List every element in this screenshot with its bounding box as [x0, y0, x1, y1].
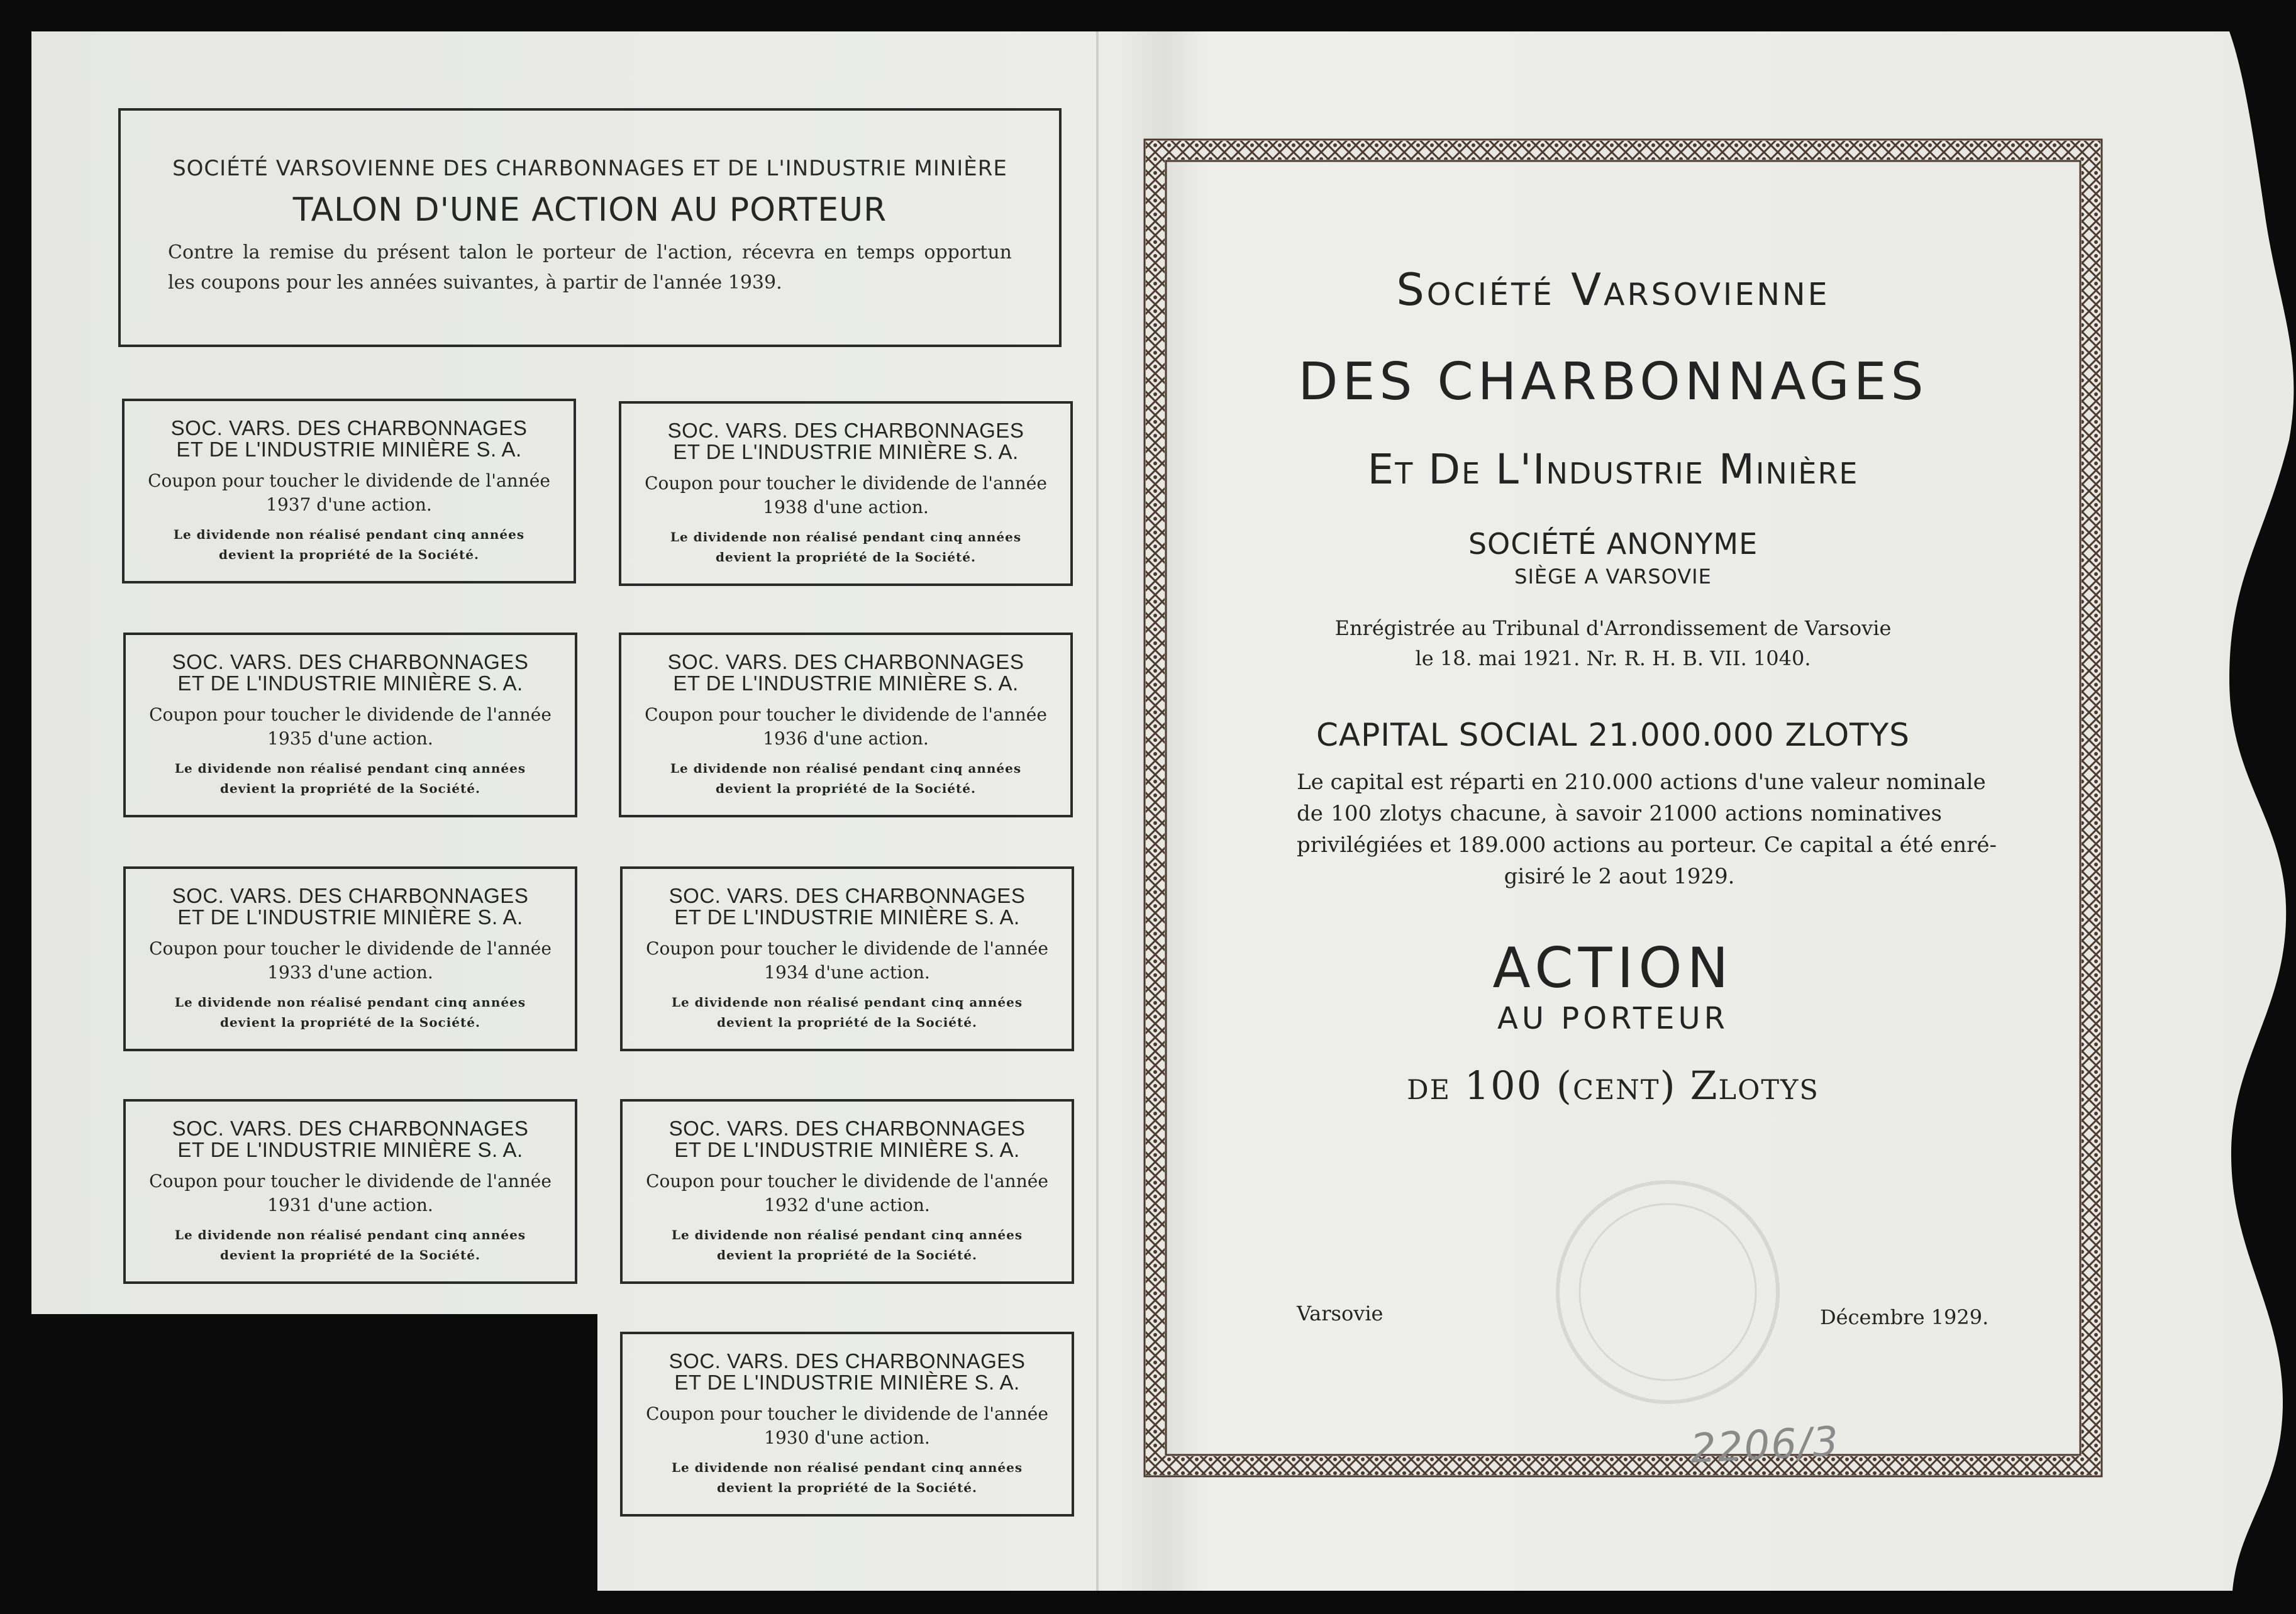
- coupon-text: Coupon pour toucher le dividende de l'année: [645, 473, 1047, 494]
- coupon-text: Coupon pour toucher le dividende de l'année: [148, 470, 550, 491]
- talon-company-name: SOCIÉTÉ VARSOVIENNE DES CHARBONNAGES ET DE L'INDUSTRIE MINIÈRE: [172, 156, 1007, 181]
- coupon-note: Le dividende non réalisé pendant cinq années: [670, 761, 1022, 776]
- coupon-text: Coupon pour toucher le dividende de l'année: [149, 1171, 552, 1191]
- coupon-year: 1933 d'une action.: [267, 962, 433, 983]
- coupon-note: devient la propriété de la Société.: [716, 781, 976, 796]
- coupon-note: Le dividende non réalisé pendant cinq années: [174, 995, 526, 1010]
- coupon-year: 1938 d'une action.: [763, 497, 929, 517]
- coupon-note: Le dividende non réalisé pendant cinq années: [174, 1227, 526, 1242]
- coupon-heading: SOC. VARS. DES CHARBONNAGES: [172, 650, 529, 673]
- coupon-text: Coupon pour toucher le dividende de l'année: [149, 704, 552, 725]
- coupon-1930: [620, 1332, 1074, 1517]
- capital-description-line: gisiré le 2 aout 1929.: [1504, 864, 1735, 889]
- coupon-1937: [122, 399, 576, 583]
- company-name-line-1: Société Varsovienne: [1396, 264, 1830, 316]
- coupon-year: 1936 d'une action.: [763, 728, 929, 749]
- coupon-year: 1931 d'une action.: [267, 1195, 433, 1215]
- coupon-year: 1930 d'une action.: [764, 1427, 930, 1448]
- coupon-note: devient la propriété de la Société.: [717, 1480, 977, 1495]
- coupon-1934: [620, 866, 1074, 1051]
- nominal-value: de 100 (cent) Zlotys: [1407, 1063, 1819, 1108]
- coupon-heading: SOC. VARS. DES CHARBONNAGES: [172, 884, 529, 907]
- talon-box: [118, 108, 1062, 347]
- coupon-note: Le dividende non réalisé pendant cinq années: [671, 995, 1023, 1010]
- coupon-heading: ET DE L'INDUSTRIE MINIÈRE S. A.: [674, 905, 1020, 929]
- coupon-note: devient la propriété de la Société.: [716, 550, 976, 565]
- coupon-1935: [123, 633, 577, 817]
- coupon-text: Coupon pour toucher le dividende de l'année: [646, 938, 1048, 959]
- coupon-heading: SOC. VARS. DES CHARBONNAGES: [668, 1117, 1026, 1140]
- pencil-annotation: 2206/3: [1689, 1418, 1841, 1473]
- coupon-year: 1937 d'une action.: [266, 494, 432, 515]
- talon-text-line: les coupons pour les années suivantes, à partir de l'année 1939.: [168, 272, 782, 294]
- coupon-heading: ET DE L'INDUSTRIE MINIÈRE S. A.: [674, 1138, 1020, 1161]
- coupon-note: Le dividende non réalisé pendant cinq années: [174, 761, 526, 776]
- document-subtitle: AU PORTEUR: [1497, 1001, 1729, 1036]
- coupon-text: Coupon pour toucher le dividende de l'année: [645, 704, 1047, 725]
- registration-line: Enrégistrée au Tribunal d'Arrondissement de Varsovie: [1334, 616, 1892, 640]
- coupon-note: devient la propriété de la Société.: [717, 1015, 977, 1030]
- coupon-heading: SOC. VARS. DES CHARBONNAGES: [170, 416, 528, 439]
- capital-description-line: privilégiées et 189.000 actions au porteur. Ce capital a été enré-: [1297, 832, 1997, 858]
- coupon-text: Coupon pour toucher le dividende de l'année: [646, 1403, 1048, 1424]
- registration-line: le 18. mai 1921. Nr. R. H. B. VII. 1040.: [1415, 646, 1811, 670]
- company-seat: SIÈGE A VARSOVIE: [1514, 565, 1712, 589]
- coupon-note: Le dividende non réalisé pendant cinq années: [670, 529, 1022, 544]
- coupon-note: Le dividende non réalisé pendant cinq années: [173, 527, 525, 542]
- coupon-year: 1932 d'une action.: [764, 1195, 930, 1215]
- issue-date: Décembre 1929.: [1820, 1305, 1989, 1329]
- coupon-1932: [620, 1099, 1074, 1284]
- coupon-year: 1935 d'une action.: [267, 728, 433, 749]
- coupon-heading: SOC. VARS. DES CHARBONNAGES: [668, 884, 1026, 907]
- coupon-text: Coupon pour toucher le dividende de l'année: [149, 938, 552, 959]
- coupon-note: Le dividende non réalisé pendant cinq années: [671, 1460, 1023, 1475]
- coupon-heading: SOC. VARS. DES CHARBONNAGES: [667, 419, 1024, 442]
- coupon-heading: SOC. VARS. DES CHARBONNAGES: [172, 1117, 529, 1140]
- coupon-1938: [619, 401, 1073, 586]
- company-type: SOCIÉTÉ ANONYME: [1468, 527, 1758, 561]
- coupon-note: devient la propriété de la Société.: [220, 781, 480, 796]
- coupon-heading: ET DE L'INDUSTRIE MINIÈRE S. A.: [176, 438, 522, 461]
- coupon-text: Coupon pour toucher le dividende de l'année: [646, 1171, 1048, 1191]
- coupon-heading: ET DE L'INDUSTRIE MINIÈRE S. A.: [177, 672, 523, 695]
- talon-title: TALON D'UNE ACTION AU PORTEUR: [292, 191, 887, 229]
- coupon-heading: SOC. VARS. DES CHARBONNAGES: [668, 1349, 1026, 1373]
- capital-description-line: de 100 zlotys chacune, à savoir 21000 actions nominatives: [1297, 801, 1942, 826]
- coupon-note: Le dividende non réalisé pendant cinq années: [671, 1227, 1023, 1242]
- issue-place: Varsovie: [1297, 1302, 1384, 1325]
- talon-text-line: Contre la remise du présent talon le porteur de l'action, récevra en temps opportun: [168, 241, 1012, 263]
- capital-description-line: Le capital est réparti en 210.000 actions d'une valeur nominale: [1297, 770, 1986, 795]
- coupon-1933: [123, 866, 577, 1051]
- coupon-note: devient la propriété de la Société.: [219, 547, 479, 562]
- coupon-note: devient la propriété de la Société.: [220, 1247, 480, 1263]
- coupon-heading: ET DE L'INDUSTRIE MINIÈRE S. A.: [673, 440, 1019, 463]
- company-name-line-2: DES CHARBONNAGES: [1298, 352, 1928, 412]
- coupon-heading: ET DE L'INDUSTRIE MINIÈRE S. A.: [673, 672, 1019, 695]
- coupon-heading: ET DE L'INDUSTRIE MINIÈRE S. A.: [177, 1138, 523, 1161]
- coupon-year: 1934 d'une action.: [764, 962, 930, 983]
- document-title: ACTION: [1492, 936, 1734, 1000]
- coupon-heading: SOC. VARS. DES CHARBONNAGES: [667, 650, 1024, 673]
- share-capital: CAPITAL SOCIAL 21.000.000 ZLOTYS: [1316, 717, 1910, 753]
- coupon-note: devient la propriété de la Société.: [220, 1015, 480, 1030]
- coupon-heading: ET DE L'INDUSTRIE MINIÈRE S. A.: [674, 1371, 1020, 1394]
- company-name-line-3: Et De L'Industrie Minière: [1367, 445, 1859, 494]
- coupon-1936: [619, 633, 1073, 817]
- coupon-note: devient la propriété de la Société.: [717, 1247, 977, 1263]
- coupon-1931: [123, 1099, 577, 1284]
- coupon-heading: ET DE L'INDUSTRIE MINIÈRE S. A.: [177, 905, 523, 929]
